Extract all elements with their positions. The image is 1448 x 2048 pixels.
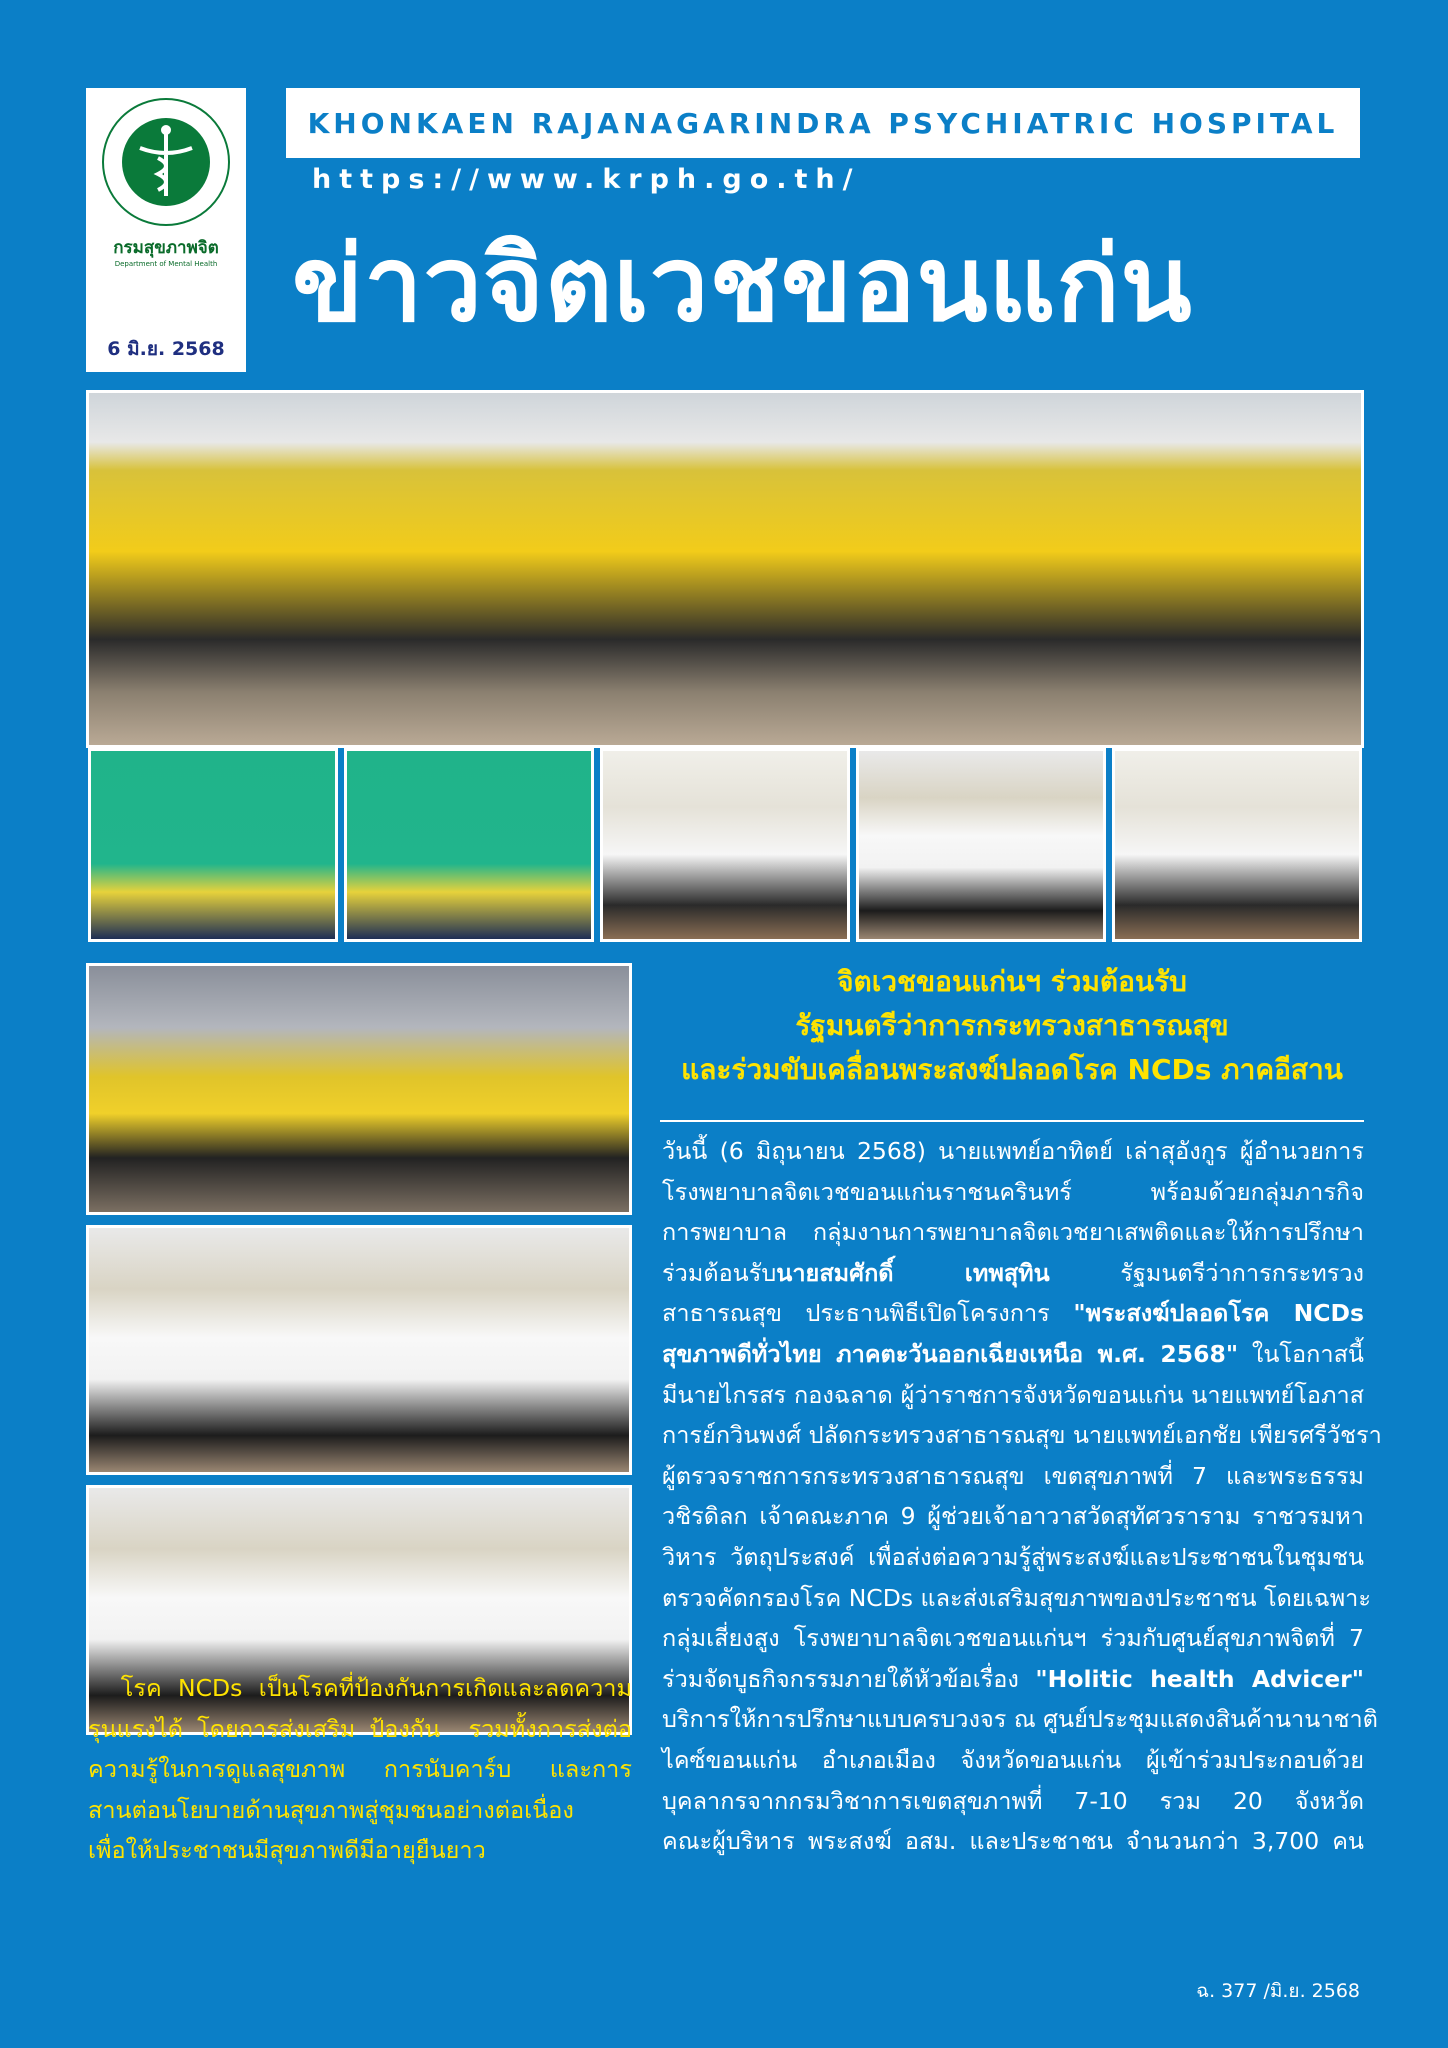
body-line	[662, 1659, 1364, 1700]
body-line	[662, 1578, 1372, 1619]
left-photo-staff-group	[86, 1225, 632, 1475]
article-headline	[656, 960, 1368, 1092]
thumbnail-photo	[600, 748, 850, 942]
body-line	[662, 1212, 1364, 1253]
body-text: วชิรดิลก เจ้าคณะภาค 9 ผู้ช่วยเจ้าอาวาสวัดสุทัศวราราม ราชวรมหา	[662, 1502, 1364, 1531]
caption-line: เพื่อให้ประชาชนมีสุขภาพดีมีอายุยืนยาว	[88, 1836, 486, 1865]
body-text: รัฐมนตรีว่าการกระทรวง	[1049, 1258, 1364, 1287]
ministry-seal-logo	[100, 96, 232, 228]
headline-line: และร่วมขับเคลื่อนพระสงฆ์ปลอดโรค NCDs ภาคอีสาน	[681, 1053, 1343, 1086]
body-line	[662, 1456, 1364, 1497]
body-line	[662, 1172, 1364, 1213]
main-photo	[86, 390, 1364, 748]
caption-line: ความรู้ในการดูแลสุขภาพ การนับคาร์บ และการ	[88, 1755, 632, 1784]
body-text-bold: นายสมศักดิ์ เทพสุทิน	[776, 1258, 1050, 1287]
body-line	[662, 1375, 1364, 1416]
body-line	[662, 1537, 1364, 1578]
body-line	[662, 1496, 1364, 1537]
body-text: สาธารณสุข ประธานพิธีเปิดโครงการ	[662, 1299, 1074, 1328]
body-line	[662, 1293, 1364, 1334]
department-name-thai: กรมสุขภาพจิต	[113, 238, 219, 258]
divider	[660, 1120, 1364, 1122]
thumbnail-photo	[344, 748, 594, 942]
body-text: การพยาบาล กลุ่มงานการพยาบาลจิตเวชยาเสพติดและให้การปรึกษา	[662, 1218, 1364, 1247]
body-line	[662, 1334, 1364, 1375]
headline-line: รัฐมนตรีว่าการกระทรวงสาธารณสุข	[795, 1009, 1229, 1042]
body-line	[662, 1821, 1364, 1862]
body-text: ในโอกาสนี้	[1238, 1339, 1364, 1368]
department-name-english: Department of Mental Health	[114, 260, 218, 268]
body-line	[662, 1415, 1382, 1456]
body-line	[662, 1131, 1364, 1172]
body-text: โรงพยาบาลจิตเวชขอนแก่นราชนครินทร์ พร้อมด้วยกลุ่มภารกิจ	[662, 1177, 1364, 1206]
caption-line: สานต่อนโยบายด้านสุขภาพสู่ชุมชนอย่างต่อเนื่อง	[88, 1795, 574, 1824]
body-text: ตรวจคัดกรองโรค NCDs และส่งเสริมสุขภาพของประชาชน โดยเฉพาะ	[662, 1583, 1372, 1612]
body-text-bold: "Holitic health Advicer"	[1035, 1664, 1364, 1693]
website-url[interactable]: https://www.krph.go.th/	[312, 164, 861, 195]
body-text: บริการให้การปรึกษาแบบครบวงจร ณ ศูนย์ประชุมแสดงสินค้านานาชาติ	[662, 1705, 1378, 1734]
body-line	[662, 1618, 1364, 1659]
body-line	[662, 1699, 1378, 1740]
body-text-bold: สุขภาพดีทั่วไทย ภาคตะวันออกเฉียงเหนือ พ.ศ. 2568"	[662, 1339, 1239, 1368]
logo-box	[86, 88, 246, 372]
body-text: บุคลากรจากกรมวิชาการเขตสุขภาพที่ 7-10 รวม 20 จังหวัด	[662, 1786, 1364, 1815]
left-photo-stage-group	[86, 963, 632, 1215]
photo-caption	[88, 1668, 632, 1871]
body-text: การย์กวินพงศ์ ปลัดกระทรวงสาธารณสุข นายแพทย์เอกชัย เพียรศรีวัชรา	[662, 1421, 1382, 1450]
body-text: มีนายไกรสร กองฉลาด ผู้ว่าราชการจังหวัดขอนแก่น นายแพทย์โอภาส	[662, 1380, 1364, 1409]
issue-number: ฉ. 377 /มิ.ย. 2568	[1196, 1980, 1360, 2002]
body-text: กลุ่มเสี่ยงสูง โรงพยาบาลจิตเวชขอนแก่นฯ ร่วมกับศูนย์สุขภาพจิตที่ 7	[662, 1624, 1364, 1653]
newsletter-title: ข่าวจิตเวชขอนแก่น	[292, 223, 1193, 345]
issue-date: 6 มิ.ย. 2568	[107, 338, 225, 360]
body-text: ผู้ตรวจราชการกระทรวงสาธารณสุข เขตสุขภาพที่ 7 และพระธรรม	[662, 1461, 1364, 1490]
body-text: คณะผู้บริหาร พระสงฆ์ อสม. และประชาชน จำนวนกว่า 3,700 คน	[662, 1827, 1364, 1856]
body-line	[662, 1781, 1364, 1822]
hospital-name-bar: KHONKAEN RAJANAGARINDRA PSYCHIATRIC HOSPITAL	[286, 88, 1360, 158]
body-line	[662, 1253, 1364, 1294]
body-text: วิหาร วัตถุประสงค์ เพื่อส่งต่อความรู้สู่พระสงฆ์และประชาชนในชุมชน	[662, 1542, 1364, 1571]
headline-line: จิตเวชขอนแก่นฯ ร่วมต้อนรับ	[837, 965, 1187, 998]
thumbnail-photo	[856, 748, 1106, 942]
body-text: วันนี้ (6 มิถุนายน 2568) นายแพทย์อาทิตย์ เล่าสุอังกูร ผู้อำนวยการ	[662, 1137, 1364, 1165]
body-line	[662, 1740, 1364, 1781]
caption-line: โรค NCDs เป็นโรคที่ป้องกันการเกิดและลดความ	[88, 1674, 632, 1702]
body-text: ไคซ์ขอนแก่น อำเภอเมือง จังหวัดขอนแก่น ผู้เข้าร่วมประกอบด้วย	[662, 1745, 1364, 1774]
body-text: ร่วมต้อนรับ	[662, 1258, 777, 1287]
caption-line: รุนแรงได้ โดยการส่งเสริม ป้องกัน รวมทั้งการส่งต่อ	[88, 1714, 632, 1743]
article-body	[662, 1131, 1382, 1862]
thumbnail-photo	[88, 748, 338, 942]
thumbnail-photo	[1112, 748, 1362, 942]
body-text: ร่วมจัดบูธกิจกรรมภายใต้หัวข้อเรื่อง	[662, 1664, 1036, 1693]
body-text-bold: "พระสงฆ์ปลอดโรค NCDs	[1073, 1299, 1364, 1328]
